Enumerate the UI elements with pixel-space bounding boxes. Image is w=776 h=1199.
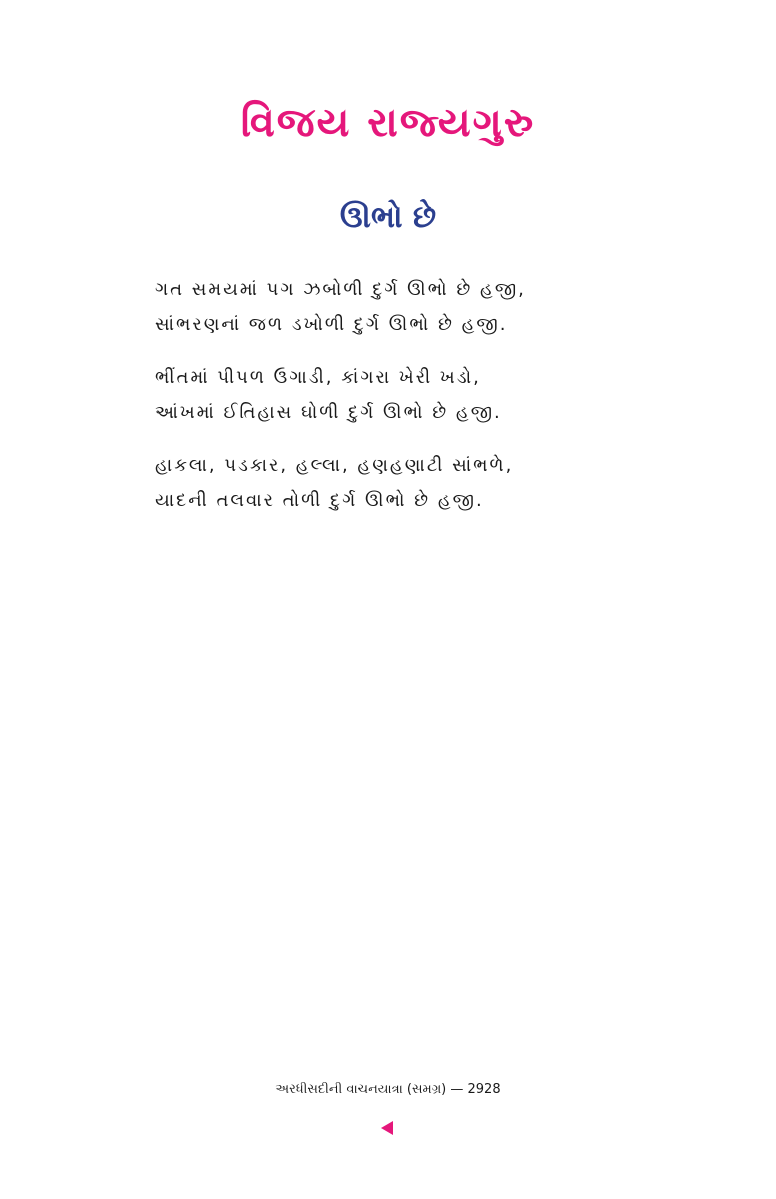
stanza [155, 360, 635, 430]
poem-line: ગત સમયમાં પગ ઝબોળી દુર્ગ ઊભો છે હજી, [155, 279, 526, 300]
previous-page-arrow-icon[interactable] [381, 1121, 393, 1135]
stanza [155, 448, 635, 518]
poem-line: આંખમાં ઈતિહાસ ઘોળી દુર્ગ ઊભો છે હજી. [155, 402, 502, 423]
poem-title: ઊભો છે [339, 200, 437, 235]
stanza [155, 272, 635, 342]
poem-line: યાદની તલવાર તોળી દુર્ગ ઊભો છે હજી. [155, 490, 484, 511]
poem-line: ભીંતમાં પીપળ ઉગાડી, કાંગરા ખેરી ખડો, [155, 367, 481, 388]
author-name: વિજય રાજ્યગુરુ [240, 100, 536, 146]
page-footer: અરધીસદીની વાચનયાત્રા (સમગ્ર) — 2928 [275, 1082, 501, 1097]
poem-line: સાંભરણનાં જળ ડખોળી દુર્ગ ઊભો છે હજી. [155, 314, 508, 335]
poem-line: હાકલા, પડકાર, હલ્લા, હણહણાટી સાંભળે, [155, 455, 514, 476]
poem-body [155, 272, 635, 536]
